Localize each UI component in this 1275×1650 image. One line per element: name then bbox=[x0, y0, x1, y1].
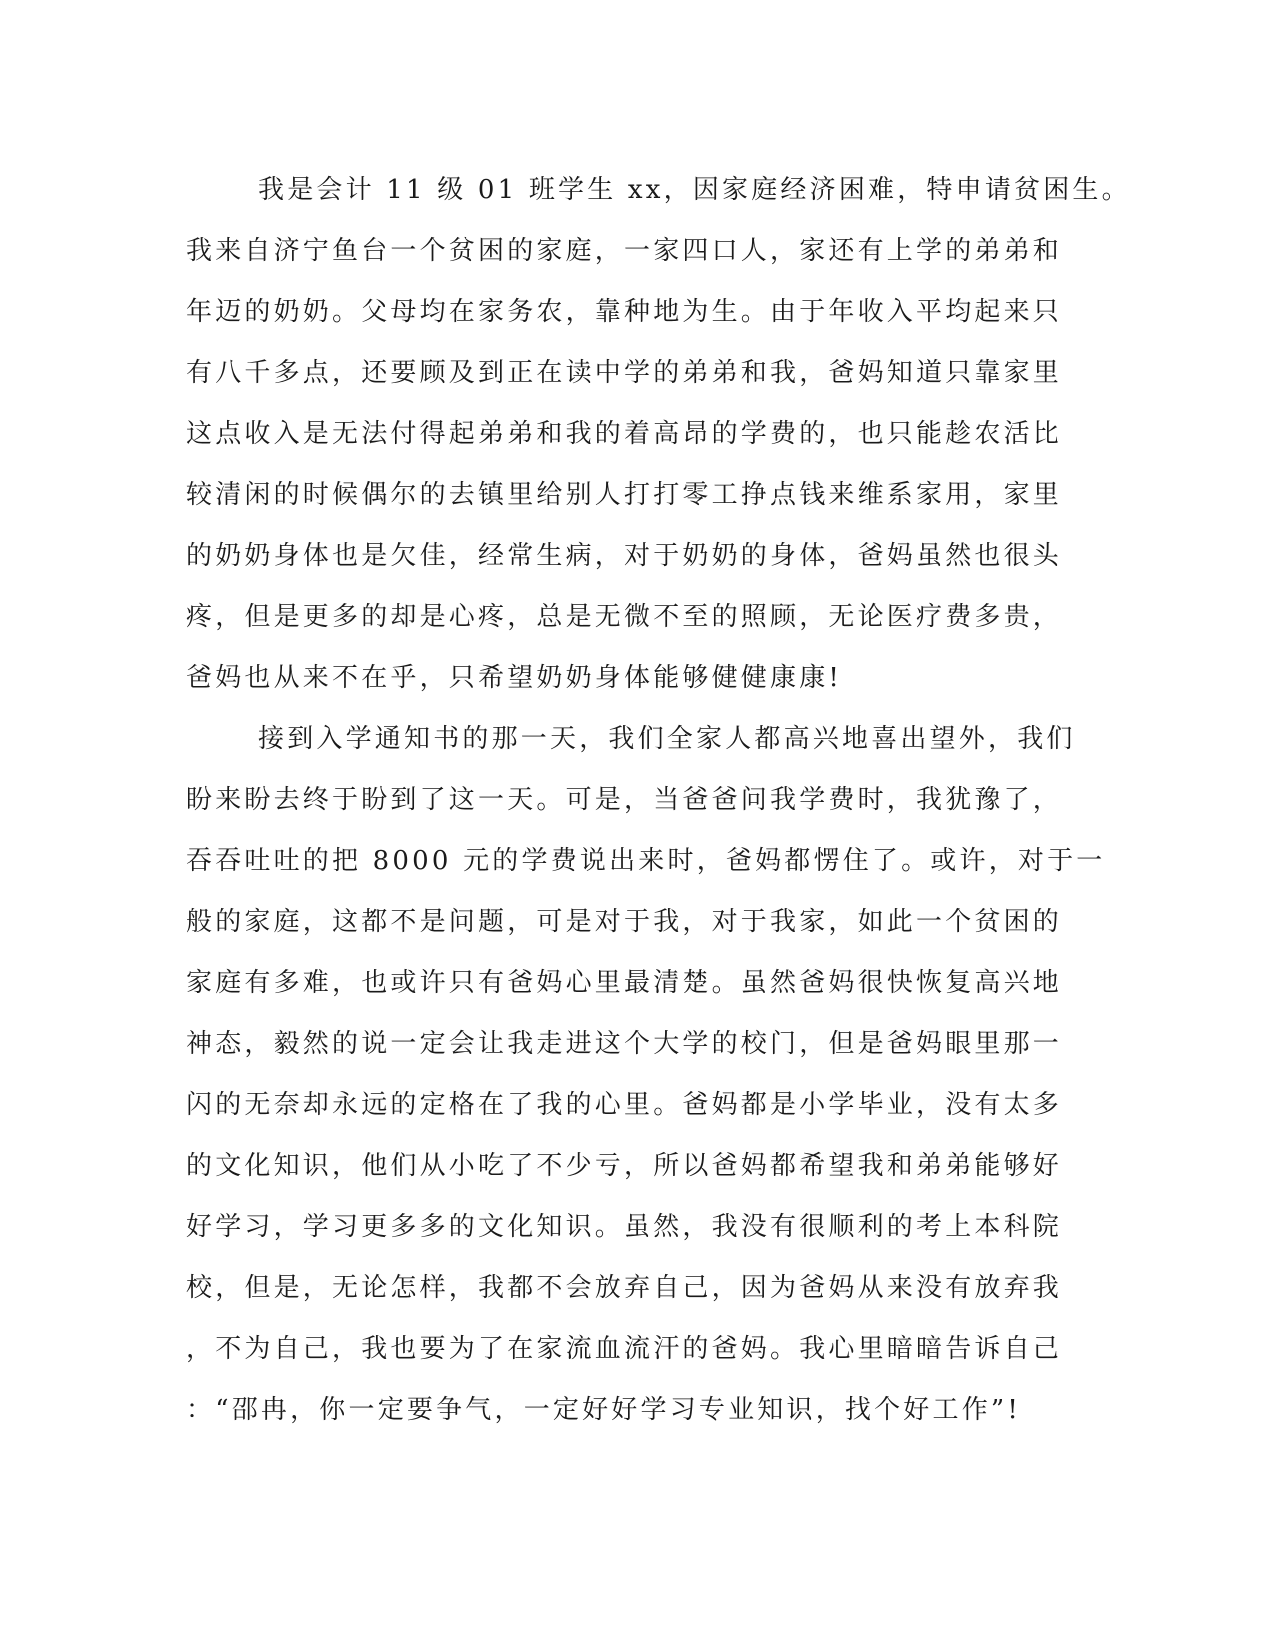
paragraph-1 bbox=[186, 160, 1131, 709]
paragraph-1-line-6: 较清闲的时候偶尔的去镇里给别人打打零工挣点钱来维系家用，家里 bbox=[186, 480, 1063, 510]
paragraph-2-line-12: ：“邵冉，你一定要争气，一定好好学习专业知识，找个好工作”! bbox=[186, 1395, 1022, 1425]
paragraph-2-line-1: 接到入学通知书的那一天，我们全家人都高兴地喜出望外，我们 bbox=[258, 724, 1076, 754]
paragraph-2-line-5: 家庭有多难，也或许只有爸妈心里最清楚。虽然爸妈很快恢复高兴地 bbox=[186, 968, 1063, 998]
paragraph-1-line-5: 这点收入是无法付得起弟弟和我的着高昂的学费的，也只能趁农活比 bbox=[186, 419, 1063, 449]
paragraph-2-line-4: 般的家庭，这都不是问题，可是对于我，对于我家，如此一个贫困的 bbox=[186, 907, 1063, 937]
paragraph-2 bbox=[186, 709, 1106, 1441]
paragraph-1-line-4: 有八千多点，还要顾及到正在读中学的弟弟和我，爸妈知道只靠家里 bbox=[186, 358, 1063, 388]
paragraph-2-line-11: ，不为自己，我也要为了在家流血流汗的爸妈。我心里暗暗告诉自己 bbox=[186, 1334, 1063, 1364]
paragraph-2-line-8: 的文化知识，他们从小吃了不少亏，所以爸妈都希望我和弟弟能够好 bbox=[186, 1151, 1063, 1181]
paragraph-2-line-7: 闪的无奈却永远的定格在了我的心里。爸妈都是小学毕业，没有太多 bbox=[186, 1090, 1063, 1120]
paragraph-2-line-3: 吞吞吐吐的把 8000 元的学费说出来时，爸妈都愣住了。或许，对于一 bbox=[186, 846, 1106, 876]
paragraph-1-line-9: 爸妈也从来不在乎，只希望奶奶身体能够健健康康! bbox=[186, 663, 843, 693]
paragraph-1-line-7: 的奶奶身体也是欠佳，经常生病，对于奶奶的身体，爸妈虽然也很头 bbox=[186, 541, 1063, 571]
paragraph-1-line-1: 我是会计 11 级 01 班学生 xx，因家庭经济困难，特申请贫困生。 bbox=[258, 175, 1131, 205]
paragraph-2-line-6: 神态，毅然的说一定会让我走进这个大学的校门，但是爸妈眼里那一 bbox=[186, 1029, 1063, 1059]
paragraph-1-line-2: 我来自济宁鱼台一个贫困的家庭，一家四口人，家还有上学的弟弟和 bbox=[186, 236, 1063, 266]
paragraph-2-line-9: 好学习，学习更多多的文化知识。虽然，我没有很顺利的考上本科院 bbox=[186, 1212, 1063, 1242]
document-body bbox=[186, 160, 1131, 1441]
paragraph-1-line-8: 疼，但是更多的却是心疼，总是无微不至的照顾，无论医疗费多贵， bbox=[186, 602, 1063, 632]
paragraph-1-line-3: 年迈的奶奶。父母均在家务农，靠种地为生。由于年收入平均起来只 bbox=[186, 297, 1063, 327]
paragraph-2-line-2: 盼来盼去终于盼到了这一天。可是，当爸爸问我学费时，我犹豫了， bbox=[186, 785, 1063, 815]
paragraph-2-line-10: 校，但是，无论怎样，我都不会放弃自己，因为爸妈从来没有放弃我 bbox=[186, 1273, 1063, 1303]
